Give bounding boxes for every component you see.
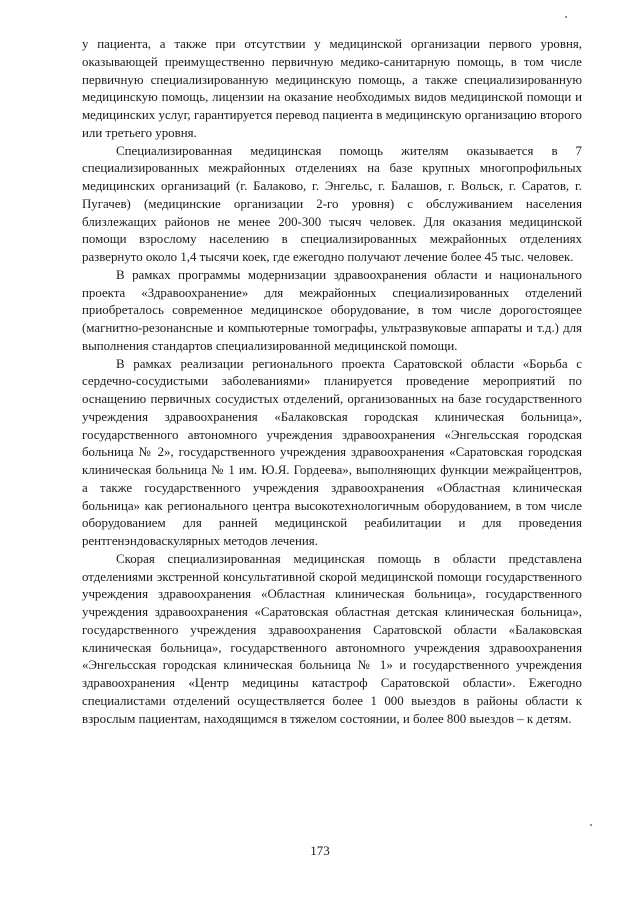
page-number: 173 — [310, 843, 330, 858]
paragraph-continuation: у пациента, а также при отсутствии у медицинской организации первого уровня, оказывающей преимущественно первичную медико-санитарную помощь, в том числе первичную специализированную медицинскую помощь, а также специализированную медицинскую помощь, лицензии на оказание необходимых видов медицинской помощи и медицинских услуг, гарантируется перевод пациента в медицинскую организацию второго или третьего уровня. — [82, 37, 582, 140]
body-text — [82, 36, 582, 728]
paragraph-specialized-care: Специализированная медицинская помощь жителям оказывается в 7 специализированных межрайонных отделениях на базе крупных многопрофильных медицинских организаций (г. Балаково, г. Энгельс, г. Балашов, г. Вольск, г. Саратов, г. Пугачев) (медицинские организации 2-го уровня) с обслуживанием населения близлежащих районов не менее 200-300 тысяч человек. Для оказания медицинской помощи взрослому населению в специализированных межрайонных отделениях развернуто около 1,4 тысячи коек, где ежегодно получают лечение более 45 тыс. человек. — [82, 143, 582, 264]
paragraph-modernization: В рамках программы модернизации здравоохранения области и национального проекта «Здравоохранение» для межрайонных специализированных отделений приобреталось современное медицинское оборудование, в том числе дорогостоящее (магнитно-резонансные и компьютерные томографы, ультразвуковые аппараты и т.д.) для выполнения стандартов специализированной медицинской помощи. — [82, 267, 582, 353]
paragraph-emergency-care: Скорая специализированная медицинская помощь в области представлена отделениями экстренной консультативной скорой медицинской помощи государственного учреждения здравоохранения «Областная клиническая больница», государственного учреждения здравоохранения «Саратовская областная детская клиническая больница», государственного учреждения здравоохранения Саратовской области «Балаковская клиническая больница», государственного автономного учреждения здравоохранения «Энгельсская городская клиническая больница № 1» и государственного учреждения здравоохранения «Центр медицины катастроф Саратовской области». Ежегодно специалистами отделений осуществляется более 1 000 выездов в районы области к взрослым пациентам, находящимся в тяжелом состоянии, и более 800 выездов – к детям. — [82, 551, 582, 726]
scan-speck — [565, 16, 567, 18]
paragraph-regional-project: В рамках реализации регионального проекта Саратовской области «Борьба с сердечно-сосудистыми заболеваниями» планируется проведение мероприятий по оснащению первичных сосудистых отделений, организованных на базе государственного учреждения здравоохранения «Балаковская городская клиническая больница», государственного автономного учреждения здравоохранения «Энгельсская городская больница № 2», государственного учреждения здравоохранения «Саратовская городская клиническая больница № 1 им. Ю.Я. Гордеева», выполняющих функции межрайцентров, а также государственного учреждения здравоохранения «Областная клиническая больница» как регионального центра высокотехнологичным оборудованием, в том числе оборудованием для ранней медицинской реабилитации и для проведения рентгенэндоваскулярных методов лечения. — [82, 356, 582, 548]
scan-speck — [590, 824, 592, 826]
